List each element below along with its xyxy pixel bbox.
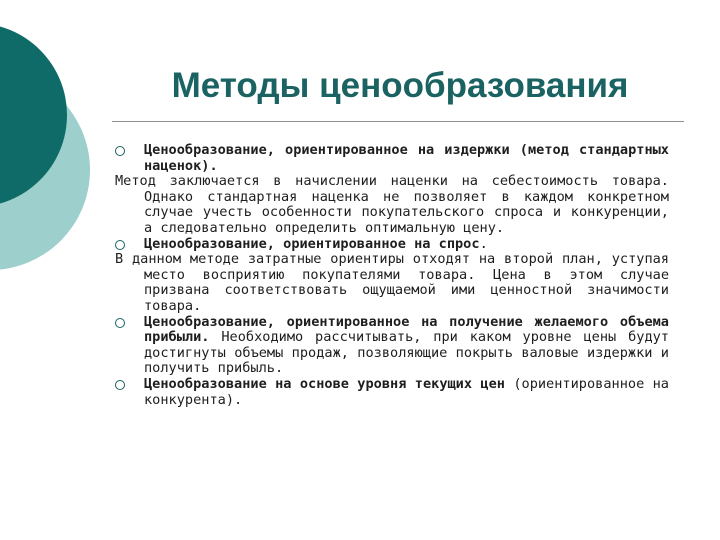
bullet-circle-icon [115, 318, 125, 328]
slide-body [115, 143, 669, 408]
paragraph-bold-text: Ценообразование, ориентированное на получение желаемого объема прибыли. [144, 313, 669, 346]
paragraph-profit-based [115, 315, 669, 377]
title-divider [112, 121, 684, 122]
slide-title: Методы ценообразования [171, 66, 629, 105]
paragraph-competitor-based [115, 377, 669, 408]
paragraph-text: В данном методе затратные ориентиры отходят на второй план, уступая место восприятию покупателями товара. Цена в этом случае призвана соответствовать ощущаемой ими ценностной значимости товара. [115, 251, 669, 314]
paragraph-text: (ориентированное на конкурента). [144, 375, 669, 408]
paragraph-bold-text: Ценообразование, ориентированное на издержки (метод стандартных наценок). [144, 142, 669, 174]
paragraph-text: Необходимо рассчитывать, при каком уровне цены будут достигнуты объемы продаж, позволяющие покрыть валовые издержки и получить прибыль. [144, 329, 669, 377]
bullet-circle-icon [115, 146, 125, 156]
paragraph-text: Метод заключается в начислении наценки на себестоимость товара. Однако стандартная наценка не позволяет в каждом конкретном случае учесть особенности покупательского спроса и конкуренции, а следовательно определить оптимальную цену. [115, 173, 669, 236]
paragraph-cost-based-description [115, 174, 669, 236]
bullet-circle-icon [115, 240, 125, 250]
paragraph-bold-text: Ценообразование на основе уровня текущих цен [144, 375, 505, 392]
bullet-circle-icon [115, 380, 125, 390]
paragraph-demand-based-description [115, 252, 669, 314]
paragraph-demand-based [115, 237, 669, 253]
paragraph-bold-text: Ценообразование, ориентированное на спрос [144, 235, 480, 252]
paragraph-text: . [479, 235, 488, 252]
paragraph-cost-based [115, 143, 669, 174]
